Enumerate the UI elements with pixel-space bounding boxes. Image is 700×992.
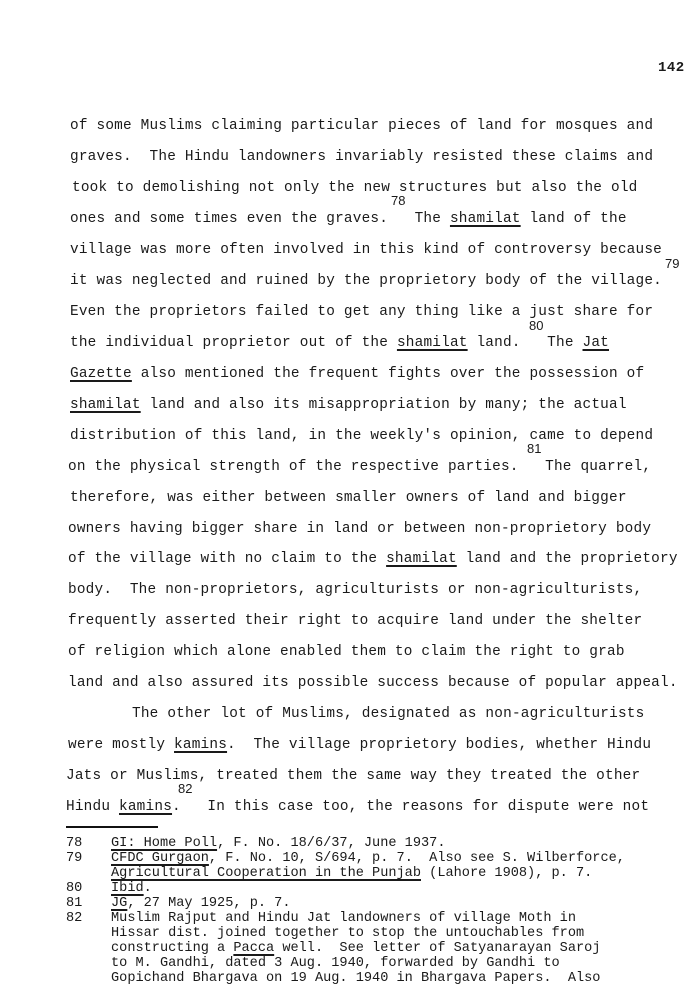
footnote-text: GI: Home Poll, F. No. 18/6/37, June 1937. [111,836,446,851]
footnote-text: constructing a Pacca well. See letter of Satyanarayan Saroj [111,941,601,956]
body-line: it was neglected and ruined by the proprietory body of the village. [70,273,662,289]
footnote-reference: 78 [391,193,406,208]
body-line: Gazette also mentioned the frequent fights over the possession of [70,366,645,382]
body-line: of religion which alone enabled them to claim the right to grab [68,644,625,660]
body-line: therefore, was either between smaller owners of land and bigger [70,490,627,506]
footnote-reference: 79 [665,256,680,271]
footnote-number: 78 [66,836,83,851]
footnote-reference: 81 [527,441,542,456]
body-line: Even the proprietors failed to get any thing like a just share for [70,304,654,320]
footnote-number: 81 [66,896,83,911]
footnote-number: 79 [66,851,83,866]
footnote-text: JG, 27 May 1925, p. 7. [111,896,291,911]
footnote-text: Ibid. [111,881,152,896]
footnote-text: Gopichand Bhargava on 19 Aug. 1940 in Bhargava Papers. Also [111,971,601,986]
body-line: of the village with no claim to the shamilat land and the proprietory [68,551,678,567]
body-line: on the physical strength of the respective parties. The quarrel, [68,459,652,475]
footnote-text: Hissar dist. joined together to stop the untouchables from [111,926,585,941]
body-line: shamilat land and also its misappropriation by many; the actual [70,397,627,413]
footnote-separator [66,826,158,828]
footnote-text: Muslim Rajput and Hindu Jat landowners of village Moth in [111,911,576,926]
body-line: body. The non-proprietors, agriculturists or non-agriculturists, [68,582,643,598]
body-line: graves. The Hindu landowners invariably resisted these claims and [70,149,654,165]
body-line: were mostly kamins. The village proprietory bodies, whether Hindu [68,737,652,753]
footnote-number: 82 [66,911,83,926]
body-line: Hindu kamins. In this case too, the reasons for dispute were not [66,799,650,815]
body-line: frequently asserted their right to acquire land under the shelter [68,613,643,629]
footnote-number: 80 [66,881,83,896]
body-line: The other lot of Muslims, designated as non-agriculturists [132,706,645,722]
footnote-text: to M. Gandhi, dated 3 Aug. 1940, forwarded by Gandhi to [111,956,560,971]
body-line: of some Muslims claiming particular pieces of land for mosques and [70,118,654,134]
footnote-text: Agricultural Cooperation in the Punjab (Lahore 1908), p. 7. [111,866,593,881]
body-line: village was more often involved in this kind of controversy because [70,242,662,258]
footnote-reference: 80 [529,318,544,333]
body-line: the individual proprietor out of the shamilat land. The Jat [70,335,610,351]
body-line: Jats or Muslims, treated them the same way they treated the other [66,768,641,784]
footnote-text: CFDC Gurgaon, F. No. 10, S/694, p. 7. Also see S. Wilberforce, [111,851,625,866]
body-line: took to demolishing not only the new structures but also the old [72,180,638,196]
page-number: 142 [658,60,685,76]
footnote-reference: 82 [178,781,193,796]
body-line: land and also assured its possible success because of popular appeal. [68,675,678,691]
body-line: ones and some times even the graves. The shamilat land of the [70,211,627,227]
body-line: distribution of this land, in the weekly's opinion, came to depend [70,428,654,444]
body-line: owners having bigger share in land or between non-proprietory body [68,521,652,537]
